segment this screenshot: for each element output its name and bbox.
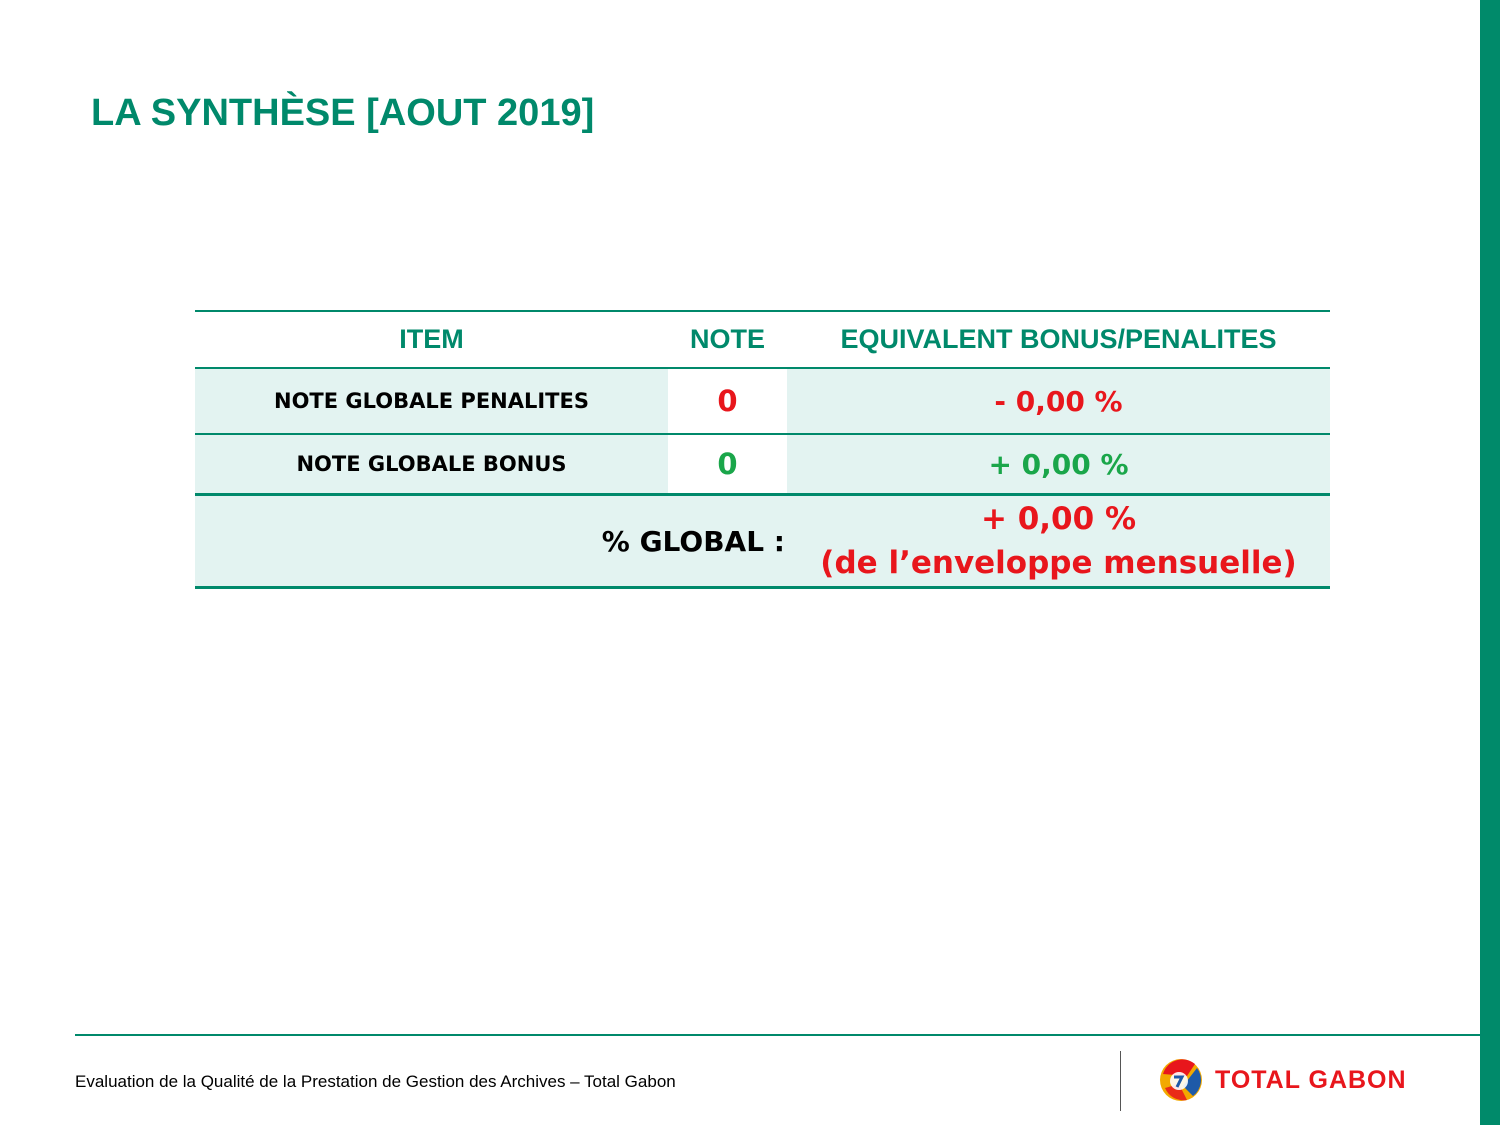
right-accent-bar	[1480, 0, 1500, 1125]
synthesis-table	[195, 310, 1330, 589]
equivalent-value: - 0,00 %	[787, 369, 1330, 433]
equivalent-value: + 0,00 %	[787, 435, 1330, 493]
item-label: NOTE GLOBALE BONUS	[195, 435, 668, 493]
footer-rule	[75, 1034, 1483, 1036]
global-value-block	[787, 496, 1330, 586]
note-value: 0	[668, 435, 787, 493]
global-label: % GLOBAL :	[601, 524, 785, 558]
global-value-note: (de l’enveloppe mensuelle)	[820, 545, 1297, 581]
total-logo-icon	[1157, 1056, 1205, 1104]
note-value: 0	[668, 369, 787, 433]
total-gabon-logo	[1157, 1055, 1417, 1105]
header-item: ITEM	[399, 324, 464, 354]
logo-text: TOTAL GABON	[1215, 1065, 1407, 1094]
table-row-bonus	[195, 435, 1330, 496]
table-row-global	[195, 496, 1330, 589]
item-label: NOTE GLOBALE PENALITES	[195, 369, 668, 433]
footer-caption: Evaluation de la Qualité de la Prestation de Gestion des Archives – Total Gabon	[75, 1072, 676, 1091]
global-value: + 0,00 %	[980, 501, 1137, 537]
page-title: LA SYNTHÈSE [AOUT 2019]	[91, 92, 595, 134]
footer-divider	[1120, 1051, 1121, 1111]
table-row-penalites	[195, 369, 1330, 435]
header-note: NOTE	[689, 324, 765, 354]
header-equivalent: EQUIVALENT BONUS/PENALITES	[840, 324, 1277, 354]
table-header-row	[195, 310, 1330, 369]
